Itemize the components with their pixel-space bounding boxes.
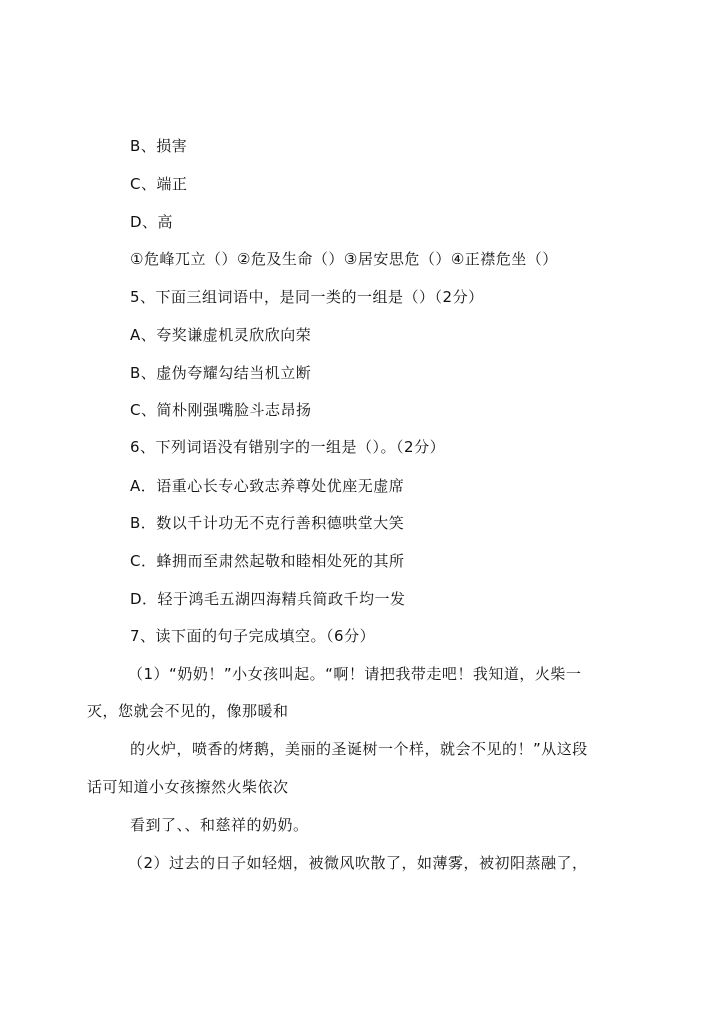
q6-option-a: A．语重心长专心致志养尊处优座无虚席: [130, 477, 405, 495]
q6-option-c: C．蜂拥而至肃然起敬和睦相处死的其所: [130, 552, 405, 570]
q6-option-b: B．数以千计功无不克行善积德哄堂大笑: [130, 514, 405, 532]
question-6: 6、下列词语没有错别字的一组是（）。（2分）: [130, 438, 446, 456]
question-7: 7、读下面的句子完成填空。（6分）: [130, 627, 376, 645]
q7-part1-line1: （1）“奶奶！”小女孩叫起。“啊！请把我带走吧！我知道，火柴一: [128, 665, 582, 683]
q6-option-d: D．轻于鸿毛五湖四海精兵简政千均一发: [130, 590, 406, 608]
q5-option-a: A、夸奖谦虚机灵欣欣向荣: [130, 326, 312, 344]
q5-option-c: C、简朴刚强嘴脸斗志昂扬: [130, 401, 312, 419]
q7-part2-line1: （2）过去的日子如轻烟，被微风吹散了，如薄雾，被初阳蒸融了，: [128, 854, 588, 872]
option-c-line: C、端正: [130, 175, 188, 193]
option-b-line: B、损害: [130, 137, 188, 155]
q5-option-b: B、虚伪夸耀勾结当机立断: [130, 364, 312, 382]
q7-part1-line4: 话可知道小女孩擦然火柴依次: [87, 778, 289, 796]
q7-part1-line5: 看到了、、和慈祥的奶奶。: [130, 816, 309, 834]
q7-part1-line2: 灭，您就会不见的，像那暖和: [87, 702, 289, 720]
option-d-line: D、高: [130, 213, 174, 231]
question-5: 5、下面三组词语中，是同一类的一组是（）（2分）: [130, 288, 484, 306]
idiom-blanks-line: ①危峰兀立（）②危及生命（）③居安思危（）④正襟危坐（）: [130, 250, 558, 268]
q7-part1-line3: 的火炉，喷香的烤鹅，美丽的圣诞树一个样，就会不见的！”从这段: [130, 740, 588, 758]
